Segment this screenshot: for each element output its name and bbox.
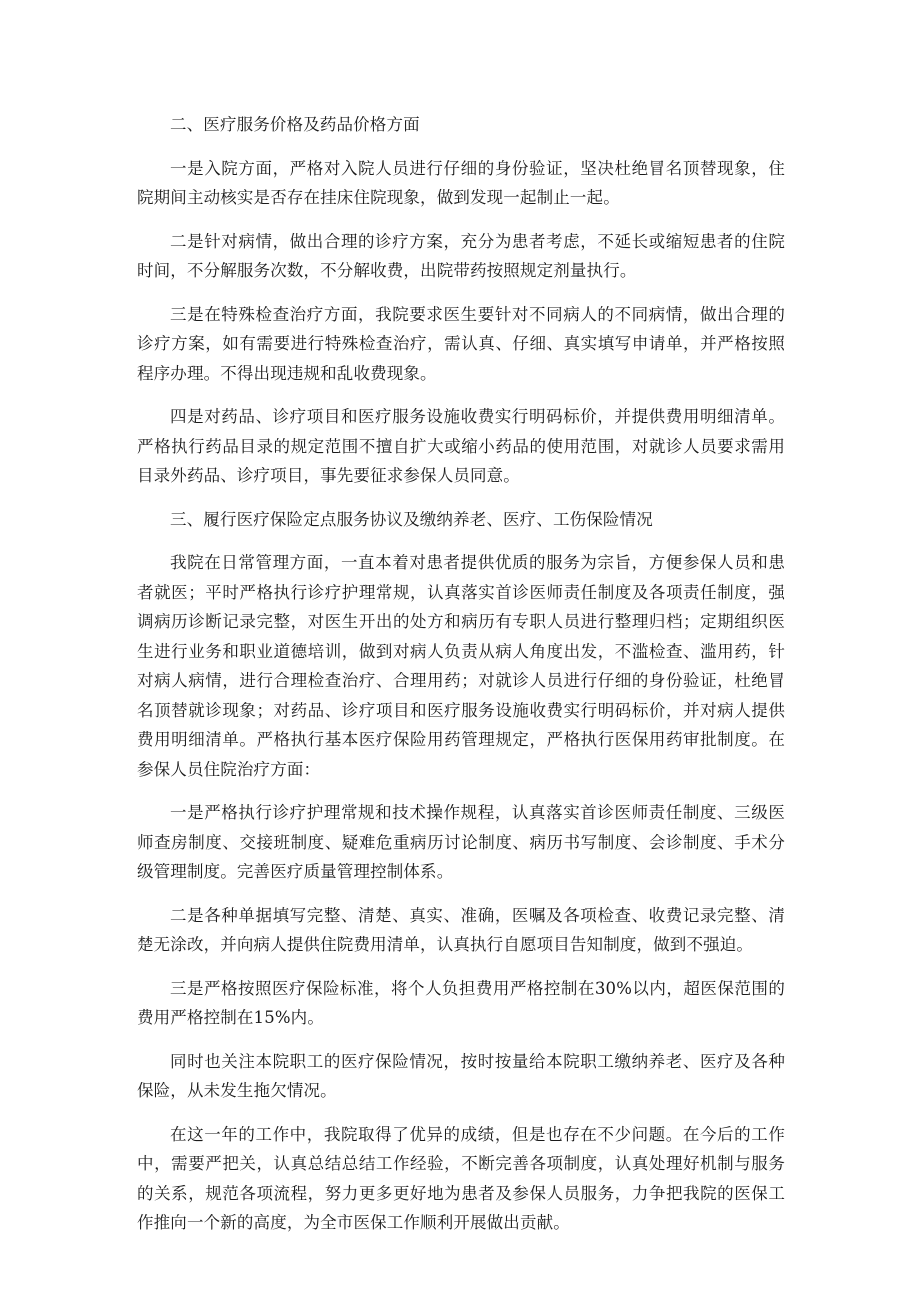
- paragraph-regulations: 一是严格执行诊疗护理常规和技术操作规程，认真落实首诊医师责任制度、三级医师查房制度、交接班制度、疑难危重病历讨论制度、病历书写制度、会诊制度、手术分级管理制度。完善医疗质量管理控制体系。: [137, 803, 785, 881]
- paragraph-special-exam: 三是在特殊检查治疗方面，我院要求医生要针对不同病人的不同病情，做出合理的诊疗方案，如有需要进行特殊检查治疗，需认真、仔细、真实填写申请单，并严格按照程序办理。不得出现违规和乱收费现象。: [137, 304, 785, 383]
- paragraph-staff-insurance: 同时也关注本院职工的医疗保险情况，按时按量给本院职工缴纳养老、医疗及各种保险，从未发生拖欠情况。: [137, 1051, 785, 1100]
- paragraph-admission: 一是入院方面，严格对入院人员进行仔细的身份验证，坚决杜绝冒名顶替现象，住院期间主动核实是否存在挂床住院现象，做到发现一起制止一起。: [137, 158, 785, 207]
- paragraph-diagnosis-plan: 二是针对病情，做出合理的诊疗方案，充分为患者考虑，不延长或缩短患者的住院时间，不分解服务次数，不分解收费，出院带药按照规定剂量执行。: [137, 231, 785, 280]
- paragraph-clear-pricing: 四是对药品、诊疗项目和医疗服务设施收费实行明码标价，并提供费用明细清单。严格执行药品目录的规定范围不擅自扩大或缩小药品的使用范围，对就诊人员要求需用目录外药品、诊疗项目，事先要征求参保人员同意。: [137, 407, 785, 485]
- document-body: [137, 110, 785, 1252]
- section-heading-insurance-agreement: 三、履行医疗保险定点服务协议及缴纳养老、医疗、工伤保险情况: [170, 509, 653, 529]
- paragraph-records: 二是各种单据填写完整、清楚、真实、准确，医嘱及各项检查、收费记录完整、清楚无涂改，并向病人提供住院费用清单，认真执行自愿项目告知制度，做到不强迫。: [137, 905, 785, 954]
- paragraph-cost-control: 三是严格按照医疗保险标准，将个人负担费用严格控制在30%以内，超医保范围的费用严格控制在15%内。: [137, 978, 785, 1027]
- paragraph-daily-management: 我院在日常管理方面，一直本着对患者提供优质的服务为宗旨，方便参保人员和患者就医；平时严格执行诊疗护理常规，认真落实首诊医师责任制度及各项责任制度，强调病历诊断记录完整，对医生开出的处方和病历有专职人员进行整理归档；定期组织医生进行业务和职业道德培训，做到对病人负责从病人角度出发，不滥检查、滥用药，针对病人病情，进行合理检查治疗、合理用药；对就诊人员进行仔细的身份验证，杜绝冒名顶替就诊现象；对药品、诊疗项目和医疗服务设施收费实行明码标价，并对病人提供费用明细清单。严格执行基本医疗保险用药管理规定，严格执行医保用药审批制度。在参保人员住院治疗方面：: [137, 553, 785, 779]
- paragraph-conclusion: 在这一年的工作中，我院取得了优异的成绩，但是也存在不少问题。在今后的工作中，需要严把关，认真总结总结工作经验，不断完善各项制度，认真处理好机制与服务的关系，规范各项流程，努力更多更好地为患者及参保人员服务，力争把我院的医保工作推向一个新的高度，为全市医保工作顺利开展做出贡献。: [137, 1124, 785, 1232]
- section-heading-price: 二、医疗服务价格及药品价格方面: [170, 115, 420, 134]
